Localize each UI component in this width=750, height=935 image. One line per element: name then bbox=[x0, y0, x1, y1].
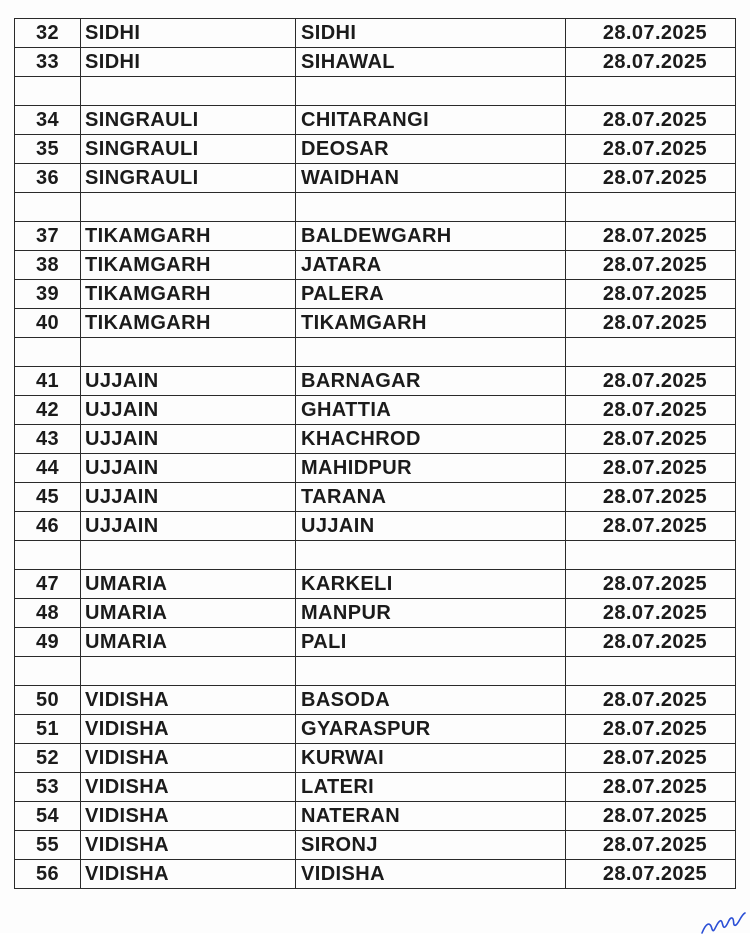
serial-number-cell: 50 bbox=[15, 686, 81, 715]
table-row bbox=[15, 483, 736, 512]
date-cell: 28.07.2025 bbox=[566, 483, 736, 512]
table-row bbox=[15, 744, 736, 773]
table-row bbox=[15, 570, 736, 599]
spacer-row bbox=[15, 193, 736, 222]
spacer-row bbox=[15, 338, 736, 367]
table-row bbox=[15, 802, 736, 831]
block-cell: LATERI bbox=[296, 773, 566, 802]
block-cell: UJJAIN bbox=[296, 512, 566, 541]
district-cell: UJJAIN bbox=[81, 367, 296, 396]
district-cell: UJJAIN bbox=[81, 396, 296, 425]
district-cell: TIKAMGARH bbox=[81, 309, 296, 338]
empty-cell bbox=[566, 541, 736, 570]
date-cell: 28.07.2025 bbox=[566, 570, 736, 599]
block-cell: VIDISHA bbox=[296, 860, 566, 889]
empty-cell bbox=[296, 657, 566, 686]
serial-number-cell: 39 bbox=[15, 280, 81, 309]
serial-number-cell: 37 bbox=[15, 222, 81, 251]
district-cell: VIDISHA bbox=[81, 860, 296, 889]
block-cell: GYARASPUR bbox=[296, 715, 566, 744]
empty-cell bbox=[81, 541, 296, 570]
serial-number-cell: 56 bbox=[15, 860, 81, 889]
table-row bbox=[15, 628, 736, 657]
district-cell: UJJAIN bbox=[81, 483, 296, 512]
date-cell: 28.07.2025 bbox=[566, 454, 736, 483]
handwritten-signature-icon bbox=[698, 909, 748, 935]
empty-cell bbox=[296, 77, 566, 106]
district-cell: VIDISHA bbox=[81, 773, 296, 802]
block-cell: KARKELI bbox=[296, 570, 566, 599]
date-cell: 28.07.2025 bbox=[566, 164, 736, 193]
district-cell: SIDHI bbox=[81, 48, 296, 77]
table-row bbox=[15, 164, 736, 193]
district-cell: UMARIA bbox=[81, 599, 296, 628]
table-body bbox=[15, 19, 736, 889]
block-cell: TARANA bbox=[296, 483, 566, 512]
serial-number-cell: 43 bbox=[15, 425, 81, 454]
district-cell: VIDISHA bbox=[81, 802, 296, 831]
date-cell: 28.07.2025 bbox=[566, 599, 736, 628]
serial-number-cell: 34 bbox=[15, 106, 81, 135]
empty-cell bbox=[566, 657, 736, 686]
block-cell: JATARA bbox=[296, 251, 566, 280]
table-row bbox=[15, 773, 736, 802]
spacer-row bbox=[15, 657, 736, 686]
district-cell: SINGRAULI bbox=[81, 106, 296, 135]
table-row bbox=[15, 599, 736, 628]
serial-number-cell: 54 bbox=[15, 802, 81, 831]
spacer-row bbox=[15, 77, 736, 106]
table-row bbox=[15, 454, 736, 483]
table-row bbox=[15, 135, 736, 164]
district-cell: UMARIA bbox=[81, 628, 296, 657]
serial-number-cell: 33 bbox=[15, 48, 81, 77]
block-cell: MAHIDPUR bbox=[296, 454, 566, 483]
block-cell: MANPUR bbox=[296, 599, 566, 628]
table-row bbox=[15, 251, 736, 280]
district-cell: UMARIA bbox=[81, 570, 296, 599]
district-cell: VIDISHA bbox=[81, 686, 296, 715]
table-row bbox=[15, 367, 736, 396]
serial-number-cell: 53 bbox=[15, 773, 81, 802]
serial-number-cell: 46 bbox=[15, 512, 81, 541]
date-cell: 28.07.2025 bbox=[566, 135, 736, 164]
block-cell: KHACHROD bbox=[296, 425, 566, 454]
empty-cell bbox=[15, 541, 81, 570]
date-cell: 28.07.2025 bbox=[566, 367, 736, 396]
empty-cell bbox=[15, 338, 81, 367]
table-row bbox=[15, 512, 736, 541]
block-cell: BASODA bbox=[296, 686, 566, 715]
district-cell: SINGRAULI bbox=[81, 164, 296, 193]
empty-cell bbox=[81, 193, 296, 222]
empty-cell bbox=[81, 657, 296, 686]
date-cell: 28.07.2025 bbox=[566, 106, 736, 135]
date-cell: 28.07.2025 bbox=[566, 222, 736, 251]
date-cell: 28.07.2025 bbox=[566, 686, 736, 715]
block-cell: KURWAI bbox=[296, 744, 566, 773]
table-row bbox=[15, 48, 736, 77]
table-row bbox=[15, 222, 736, 251]
empty-cell bbox=[566, 77, 736, 106]
spacer-row bbox=[15, 541, 736, 570]
district-cell: VIDISHA bbox=[81, 715, 296, 744]
date-cell: 28.07.2025 bbox=[566, 251, 736, 280]
serial-number-cell: 40 bbox=[15, 309, 81, 338]
district-block-date-table bbox=[14, 18, 736, 889]
empty-cell bbox=[15, 77, 81, 106]
serial-number-cell: 42 bbox=[15, 396, 81, 425]
block-cell: DEOSAR bbox=[296, 135, 566, 164]
serial-number-cell: 45 bbox=[15, 483, 81, 512]
district-cell: VIDISHA bbox=[81, 744, 296, 773]
block-cell: BALDEWGARH bbox=[296, 222, 566, 251]
serial-number-cell: 51 bbox=[15, 715, 81, 744]
block-cell: PALERA bbox=[296, 280, 566, 309]
block-cell: NATERAN bbox=[296, 802, 566, 831]
serial-number-cell: 48 bbox=[15, 599, 81, 628]
district-cell: UJJAIN bbox=[81, 512, 296, 541]
table-row bbox=[15, 860, 736, 889]
serial-number-cell: 32 bbox=[15, 19, 81, 48]
serial-number-cell: 36 bbox=[15, 164, 81, 193]
table-row bbox=[15, 425, 736, 454]
empty-cell bbox=[566, 338, 736, 367]
date-cell: 28.07.2025 bbox=[566, 860, 736, 889]
empty-cell bbox=[15, 657, 81, 686]
table-row bbox=[15, 106, 736, 135]
district-cell: VIDISHA bbox=[81, 831, 296, 860]
date-cell: 28.07.2025 bbox=[566, 773, 736, 802]
block-cell: SIHAWAL bbox=[296, 48, 566, 77]
serial-number-cell: 52 bbox=[15, 744, 81, 773]
block-cell: CHITARANGI bbox=[296, 106, 566, 135]
district-cell: TIKAMGARH bbox=[81, 280, 296, 309]
date-cell: 28.07.2025 bbox=[566, 831, 736, 860]
block-cell: PALI bbox=[296, 628, 566, 657]
date-cell: 28.07.2025 bbox=[566, 19, 736, 48]
table-row bbox=[15, 396, 736, 425]
block-cell: GHATTIA bbox=[296, 396, 566, 425]
district-cell: TIKAMGARH bbox=[81, 251, 296, 280]
date-cell: 28.07.2025 bbox=[566, 48, 736, 77]
block-cell: WAIDHAN bbox=[296, 164, 566, 193]
serial-number-cell: 55 bbox=[15, 831, 81, 860]
empty-cell bbox=[15, 193, 81, 222]
district-cell: UJJAIN bbox=[81, 454, 296, 483]
block-cell: SIDHI bbox=[296, 19, 566, 48]
district-cell: UJJAIN bbox=[81, 425, 296, 454]
empty-cell bbox=[296, 338, 566, 367]
table-row bbox=[15, 686, 736, 715]
block-cell: TIKAMGARH bbox=[296, 309, 566, 338]
empty-cell bbox=[566, 193, 736, 222]
date-cell: 28.07.2025 bbox=[566, 802, 736, 831]
table-row bbox=[15, 19, 736, 48]
empty-cell bbox=[296, 541, 566, 570]
date-cell: 28.07.2025 bbox=[566, 715, 736, 744]
district-cell: SIDHI bbox=[81, 19, 296, 48]
date-cell: 28.07.2025 bbox=[566, 425, 736, 454]
date-cell: 28.07.2025 bbox=[566, 396, 736, 425]
date-cell: 28.07.2025 bbox=[566, 628, 736, 657]
serial-number-cell: 49 bbox=[15, 628, 81, 657]
district-cell: TIKAMGARH bbox=[81, 222, 296, 251]
empty-cell bbox=[296, 193, 566, 222]
serial-number-cell: 38 bbox=[15, 251, 81, 280]
date-cell: 28.07.2025 bbox=[566, 744, 736, 773]
table-row bbox=[15, 280, 736, 309]
table-row bbox=[15, 715, 736, 744]
serial-number-cell: 44 bbox=[15, 454, 81, 483]
table-row bbox=[15, 309, 736, 338]
table-row bbox=[15, 831, 736, 860]
serial-number-cell: 35 bbox=[15, 135, 81, 164]
serial-number-cell: 47 bbox=[15, 570, 81, 599]
block-cell: SIRONJ bbox=[296, 831, 566, 860]
date-cell: 28.07.2025 bbox=[566, 309, 736, 338]
empty-cell bbox=[81, 338, 296, 367]
block-cell: BARNAGAR bbox=[296, 367, 566, 396]
empty-cell bbox=[81, 77, 296, 106]
district-cell: SINGRAULI bbox=[81, 135, 296, 164]
date-cell: 28.07.2025 bbox=[566, 280, 736, 309]
serial-number-cell: 41 bbox=[15, 367, 81, 396]
date-cell: 28.07.2025 bbox=[566, 512, 736, 541]
